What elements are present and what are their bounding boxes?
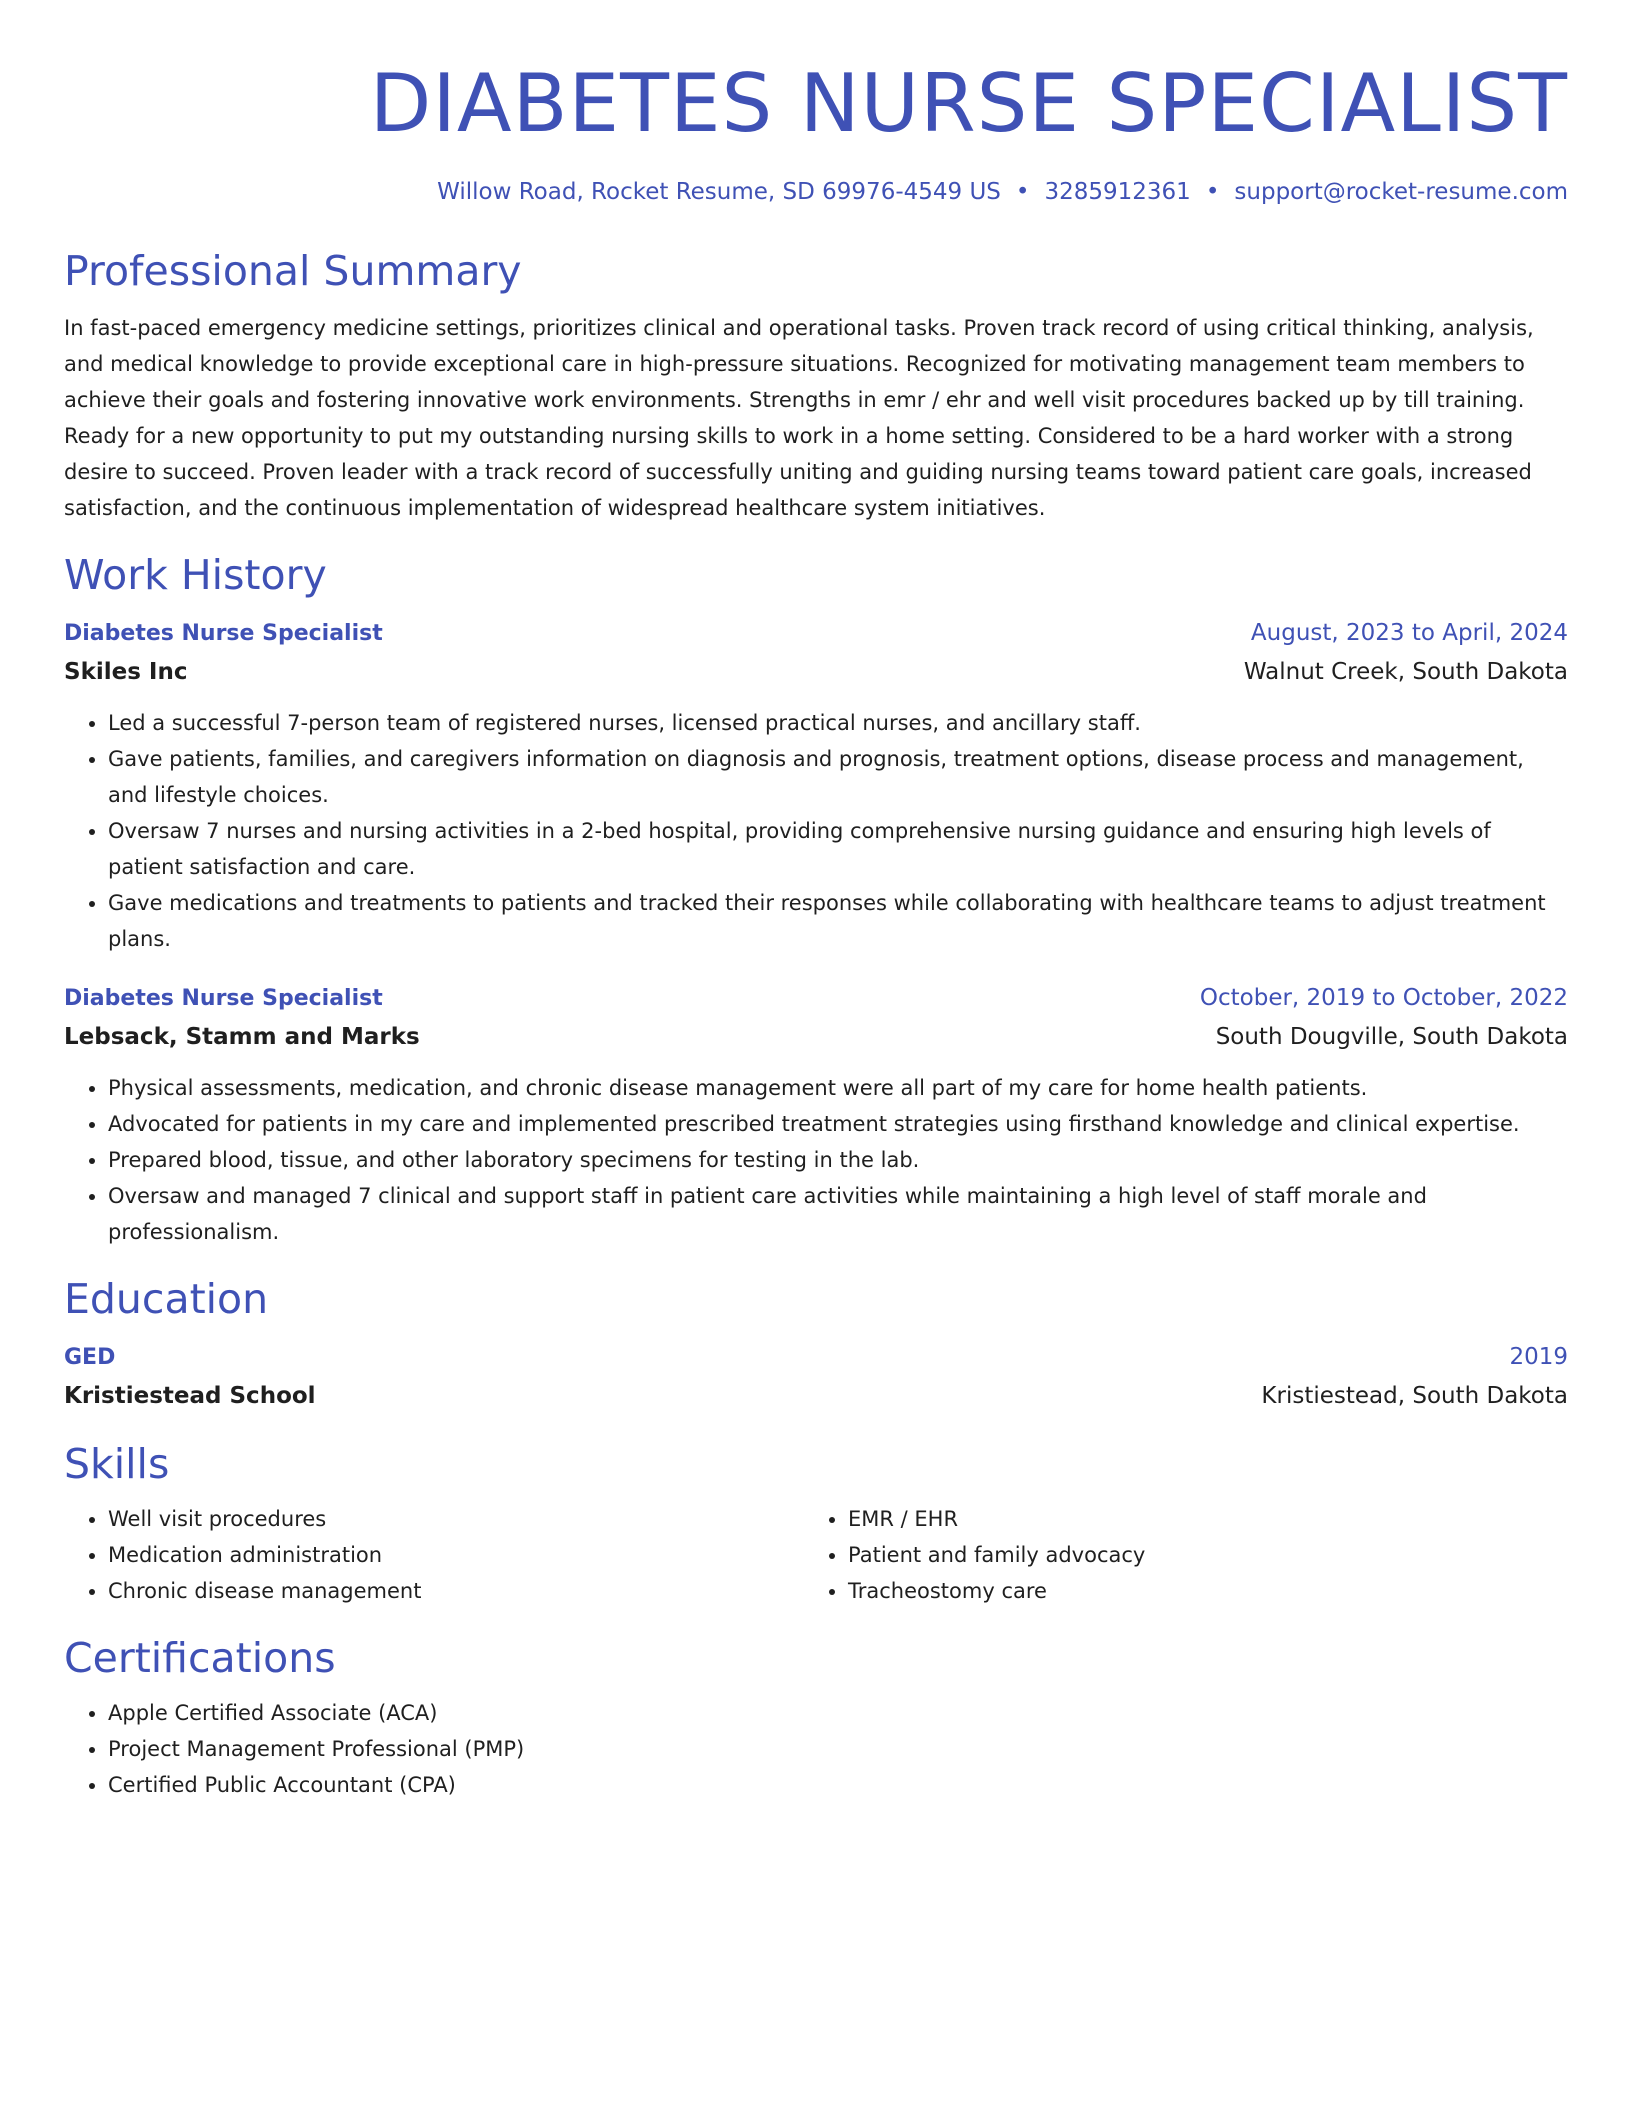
skills-column-left (64, 1501, 804, 1609)
job-bullet: • Prepared blood, tissue, and other laboratory specimens for testing in the lab. (108, 1142, 1568, 1178)
job-title: Diabetes Nurse Specialist (64, 986, 383, 1011)
job-bullet: • Advocated for patients in my care and implemented prescribed treatment strategies using firsthand knowledge and clinical expertise. (108, 1106, 1568, 1142)
job-location: South Dougville, South Dakota (1215, 1024, 1568, 1050)
school-location: Kristiestead, South Dakota (1261, 1383, 1568, 1409)
job-bullet: • Gave medications and treatments to patients and tracked their responses while collaborating with healthcare teams to adjust treatment plans. (108, 885, 1568, 957)
certification-item: • Certified Public Accountant (CPA) (108, 1767, 1568, 1803)
summary-text: In fast-paced emergency medicine settings, prioritizes clinical and operational tasks. Proven track record of using critical thinking, analysis, and medical knowledge to provide exceptional care in high-pressure situations. Recognized for motivating management team members to achieve their goals and fostering innovative work environments. Strengths in emr / ehr and well visit procedures backed up by till training. Ready for a new opportunity to put my outstanding nursing skills to work in a home setting. Considered to be a hard worker with a strong desire to succeed. Proven leader with a track record of successfully uniting and guiding nursing teams toward patient care goals, increased satisfaction, and the continuous implementation of widespread healthcare system initiatives. (64, 316, 1534, 520)
company-name: Skiles Inc (64, 659, 188, 685)
contact-line (64, 176, 1568, 208)
job-entry (64, 614, 1568, 957)
job-bullet: • Led a successful 7-person team of registered nurses, licensed practical nurses, and ancillary staff. (108, 705, 1568, 741)
education-entry (64, 1338, 1568, 1415)
skills-column-right (804, 1501, 1564, 1609)
job-bullet: • Physical assessments, medication, and chronic disease management were all part of my care for home health patients. (108, 1070, 1568, 1106)
certification-item: • Project Management Professional (PMP) (108, 1731, 1568, 1767)
job-entry (64, 979, 1568, 1250)
candidate-name: DIABETES NURSE SPECIALIST (369, 57, 1568, 150)
certification-item: • Apple Certified Associate (ACA) (108, 1695, 1568, 1731)
job-bullet: • Oversaw 7 nurses and nursing activities in a 2-bed hospital, providing comprehensive nursing guidance and ensuring high levels of patient satisfaction and care. (108, 813, 1568, 885)
contact-separator: • (1205, 179, 1220, 205)
skill-item: • Tracheostomy care (848, 1573, 1564, 1609)
company-name: Lebsack, Stamm and Marks (64, 1024, 420, 1050)
job-bullet: • Gave patients, families, and caregivers information on diagnosis and prognosis, treatment options, disease process and management, and lifestyle choices. (108, 741, 1568, 813)
skill-item: • Patient and family advocacy (848, 1537, 1564, 1573)
skill-item: • Well visit procedures (108, 1501, 804, 1537)
degree: GED (64, 1345, 116, 1370)
skill-item: • Medication administration (108, 1537, 804, 1573)
certifications-list (64, 1695, 1568, 1803)
contact-separator: • (1015, 179, 1030, 205)
section-title-certifications: Certifications (64, 1634, 336, 1682)
contact-phone[interactable]: 3285912361 (1044, 179, 1191, 205)
skill-item: • EMR / EHR (848, 1501, 1564, 1537)
skill-item: • Chronic disease management (108, 1573, 804, 1609)
job-dates: October, 2019 to October, 2022 (1199, 985, 1568, 1011)
contact-address: Willow Road, Rocket Resume, SD 69976-4549 US (437, 179, 1001, 205)
section-title-work-history: Work History (64, 551, 327, 599)
contact-email[interactable]: support@rocket-resume.com (1234, 179, 1568, 205)
job-bullets (64, 705, 1568, 957)
school-name: Kristiestead School (64, 1383, 316, 1409)
education-year: 2019 (1509, 1344, 1568, 1370)
skills-grid (64, 1501, 1568, 1609)
skills-section (64, 1439, 1568, 1609)
certifications-section (64, 1633, 1568, 1803)
section-title-education: Education (64, 1275, 269, 1323)
job-dates: August, 2023 to April, 2024 (1250, 620, 1568, 646)
job-location: Walnut Creek, South Dakota (1243, 659, 1568, 685)
section-title-skills: Skills (64, 1440, 170, 1488)
job-bullets (64, 1070, 1568, 1250)
job-bullet: • Oversaw and managed 7 clinical and support staff in patient care activities while maintaining a high level of staff morale and professionalism. (108, 1178, 1568, 1250)
education-section (64, 1274, 1568, 1415)
job-title: Diabetes Nurse Specialist (64, 621, 383, 646)
work-history-section (64, 550, 1568, 1250)
section-title-summary: Professional Summary (64, 247, 522, 295)
